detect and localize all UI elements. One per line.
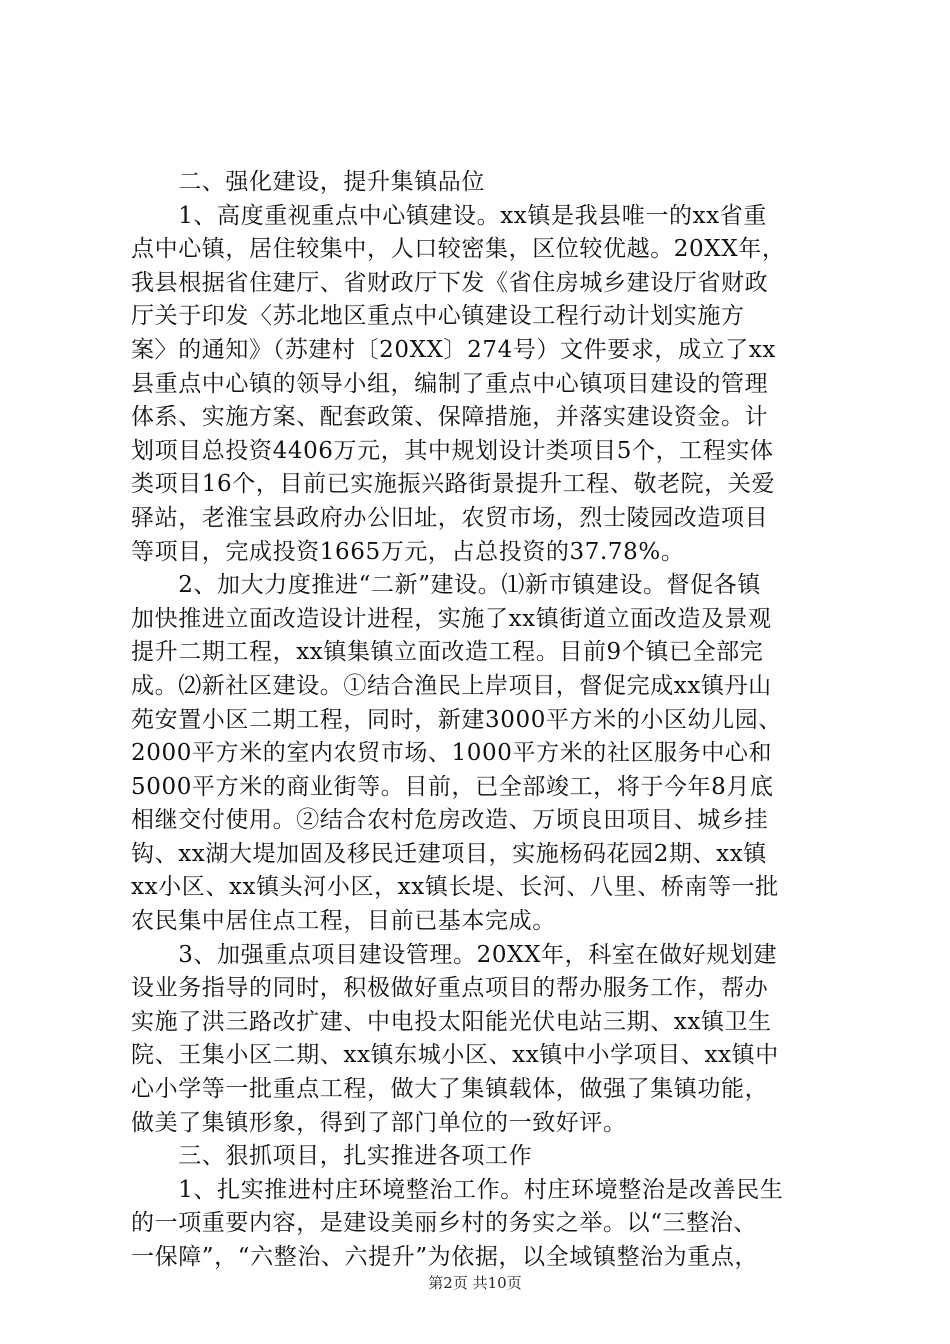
text-line: 院、王集小区二期、xx镇东城小区、xx镇中小学项目、xx镇中 [131,1042,779,1069]
text-line: 县重点中心镇的领导小组，编制了重点中心镇项目建设的管理 [131,370,769,397]
text-line: 钩、xx湖大堤加固及移民迁建项目，实施杨码花园2期、xx镇 [131,840,767,867]
text-line: 1、高度重视重点中心镇建设。xx镇是我县唯一的xx省重 [131,202,767,229]
text-line: 相继交付使用。②结合农村危房改造、万顷良田项目、城乡挂 [131,807,769,834]
text-line: 提升二期工程，xx镇集镇立面改造工程。目前9个镇已全部完 [131,639,764,666]
text-line: 类项目16个，目前已实施振兴路街景提升工程、敬老院，关爱 [131,471,776,498]
text-line: 农民集中居住点工程，目前已基本完成。 [131,908,556,935]
text-line: 三、狠抓项目，扎实推进各项工作 [131,1143,533,1170]
text-line: 加快推进立面改造设计进程，实施了xx镇街道立面改造及景观 [131,605,772,632]
text-line: 点中心镇，居住较集中，人口较密集，区位较优越。20XX年， [131,236,786,263]
text-line: 一保障”，“六整治、六提升”为依据，以全域镇整治为重点， [131,1244,759,1270]
text-line: 成。⑵新社区建设。①结合渔民上岸项目，督促完成xx镇丹山 [131,672,772,699]
text-line: 2、加大力度推进“二新”建设。⑴新市镇建设。督促各镇 [131,572,761,599]
text-line: 3、加强重点项目建设管理。20XX年，科室在做好规划建 [131,941,778,968]
text-line: 体系、实施方案、配套政策、保障措施，并落实建设资金。计 [131,404,769,431]
text-line: 二、强化建设，提升集镇品位 [131,169,485,195]
text-line: 等项目，完成投资1665万元，占总投资的37.78%。 [131,538,685,565]
text-line: 设业务指导的同时，积极做好重点项目的帮办服务工作，帮办 [131,975,769,1002]
page-footer: 第2页 共10页 [428,1274,522,1292]
text-line: 5000平方米的商业街等。目前，已全部竣工，将于今年8月底 [131,773,774,800]
text-line: 我县根据省住建厅、省财政厅下发《省住房城乡建设厅省财政 [131,269,769,296]
text-line: 1、扎实推进村庄环境整治工作。村庄环境整治是改善民生 [131,1176,784,1203]
body-text [131,166,831,1275]
text-line: 实施了洪三路改扩建、中电投太阳能光伏电站三期、xx镇卫生 [131,1008,772,1035]
text-line: 的一项重要内容，是建设美丽乡村的务实之举。以“三整治、 [131,1210,757,1237]
text-line: 划项目总投资4406万元，其中规划设计类项目5个，工程实体 [131,437,774,464]
text-line: 厅关于印发〈苏北地区重点中心镇建设工程行动计划实施方 [131,303,745,330]
text-line: 做美了集镇形象，得到了部门单位的一致好评。 [131,1109,627,1136]
text-line: 2000平方米的室内农贸市场、1000平方米的社区服务中心和 [131,740,773,767]
text-line: 案〉的通知》（苏建村〔20XX〕274号）文件要求，成立了xx [131,336,776,363]
text-line: 驿站，老淮宝县政府办公旧址，农贸市场，烈士陵园改造项目 [131,504,769,531]
text-line: xx小区、xx镇头河小区，xx镇长堤、长河、八里、桥南等一批 [131,874,779,901]
text-line: 苑安置小区二期工程，同时，新建3000平方米的小区幼儿园、 [131,706,782,733]
text-line: 心小学等一批重点工程，做大了集镇载体，做强了集镇功能， [131,1076,769,1103]
